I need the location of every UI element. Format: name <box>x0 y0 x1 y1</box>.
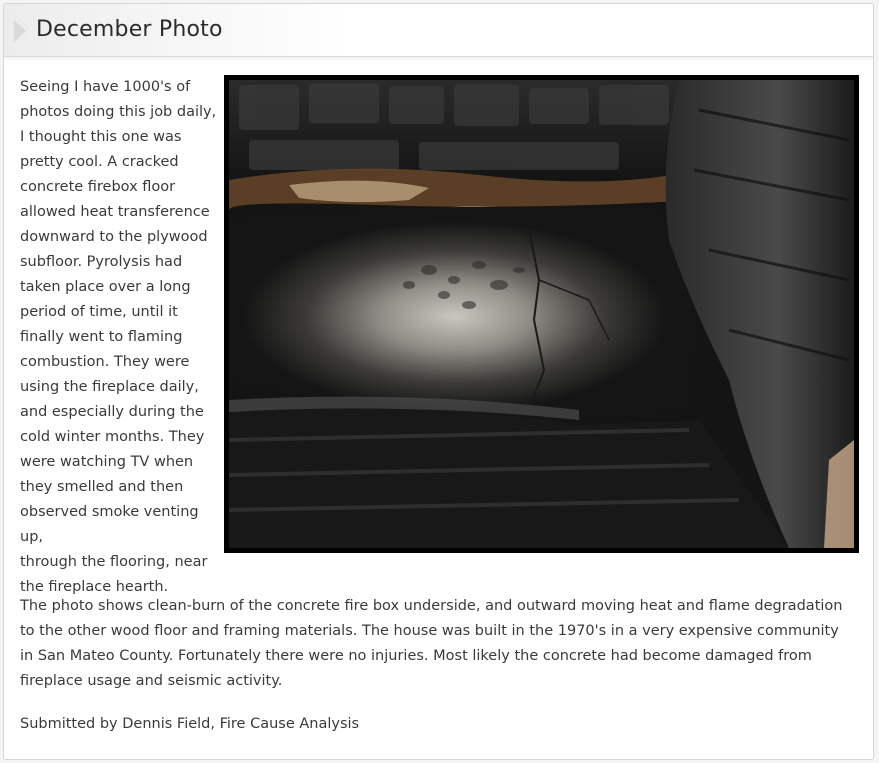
fire-photo <box>224 75 859 553</box>
body-paragraph: The photo shows clean-burn of the concrete fire box underside, and outward moving heat and flame degradation to the other wood floor and framing materials. The house was built in the 1970's in a very expensive community in San Mateo County. Fortunately there were no injuries. Most likely the concrete had become damaged from fireplace usage and seismic activity. <box>20 598 843 689</box>
credit-line: Submitted by Dennis Field, Fire Cause Analysis <box>20 716 360 732</box>
content-panel <box>3 3 874 760</box>
section-header <box>4 4 873 57</box>
arrow-right-icon <box>14 20 26 42</box>
page-title: December Photo <box>36 17 223 42</box>
side-paragraph: Seeing I have 1000's of photos doing this job daily, I thought this one was pretty cool. A cracked concrete firebox floor allowed heat transference downward to the plywood subfloor. Pyrolysis had taken place over a long period of time, until it finally went to flaming combustion. They were using the fireplace daily, and especially during the cold winter months. They were watching TV when they smelled and then observed smoke venting up, through the flooring, near the fireplace hearth. <box>20 79 217 595</box>
fire-photo-image <box>229 80 854 548</box>
